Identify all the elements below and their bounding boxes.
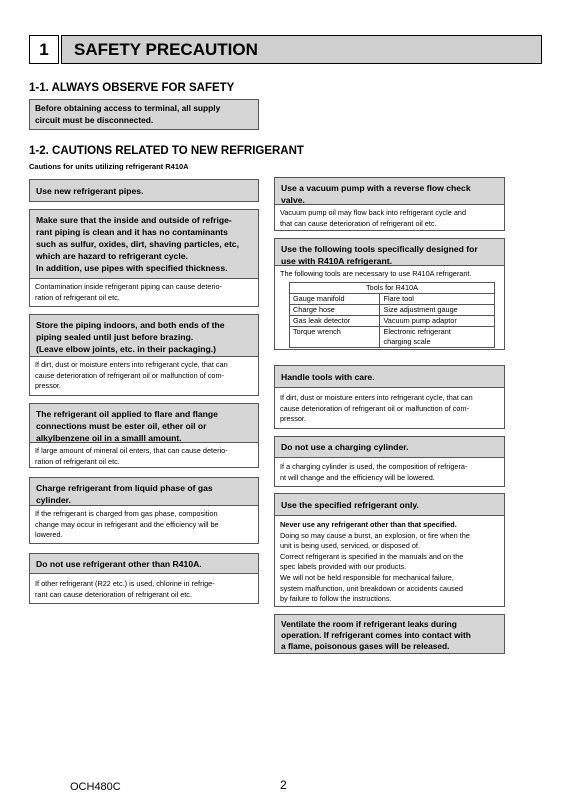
caution-body: Contamination inside refrigerant piping can cause deterio- ration of refrigerant oil etc.: [35, 282, 222, 302]
caution-vacuum-pump: [274, 177, 505, 231]
caution-body: If dirt, dust or moisture enters into refrigerant cycle, that can cause deterioration of refrigerant oil or malfunction of com- pressor.: [35, 360, 228, 391]
caution-body: If a charging cylinder is used, the composition of refrigera- nt will change and the efficiency will be lowered.: [280, 462, 468, 482]
caution-title: Handle tools with care.: [275, 366, 504, 388]
table-row: [290, 326, 495, 347]
caution-ventilate-room: Ventilate the room if refrigerant leaks during operation. If refrigerant comes into contact with a flame, poisonous gases will be released.: [274, 614, 505, 654]
caution-title: Charge refrigerant from liquid phase of gas cylinder.: [30, 478, 258, 506]
table-cell: Vacuum pump adaptor: [380, 315, 495, 326]
tools-table: [289, 282, 495, 348]
caution-title: Store the piping indoors, and both ends of the piping sealed until just before brazing. (Leave elbow joints, etc. in their packaging.): [30, 315, 258, 357]
table-row: [290, 315, 495, 326]
table-cell: Flare tool: [380, 293, 495, 304]
caution-r410a-tools: [274, 238, 505, 350]
caution-r410a-only: [29, 553, 259, 604]
caution-body-bold: Never use any refrigerant other than that specified.: [280, 520, 457, 529]
heading-new-refrigerant: 1-2. CAUTIONS RELATED TO NEW REFRIGERANT: [29, 145, 304, 157]
caution-title: Use the following tools specifically designed for use with R410A refrigerant.: [275, 239, 504, 266]
caution-specified-refrigerant: [274, 493, 505, 607]
table-row: [290, 293, 495, 304]
section-title: SAFETY PRECAUTION: [61, 35, 542, 64]
caution-title: Make sure that the inside and outside of refrige- rant piping is clean and it has no contaminants such as sulfur, oxides, dirt, shaving particles, etc, which are hazard to refrigerant cycle. In addition, use pipes with specified thickness.: [30, 210, 258, 279]
caution-title: Do not use a charging cylinder.: [275, 437, 504, 458]
supply-circuit-note: Before obtaining access to terminal, all supply circuit must be disconnected.: [29, 99, 259, 130]
table-row: [290, 304, 495, 315]
caution-liquid-phase: [29, 477, 259, 544]
caution-refrigerant-oil: [29, 403, 259, 468]
table-cell: Torque wrench: [290, 326, 380, 347]
caution-title: The refrigerant oil applied to flare and flange connections must be ester oil, ether oil or alkylbenzene oil in a smalll amount.: [30, 404, 258, 443]
page-number: 2: [280, 778, 287, 792]
caution-body: If large amount of mineral oil enters, that can cause deterio- ration of refrigerant oil etc.: [35, 446, 228, 466]
caution-title: Use the specified refrigerant only.: [275, 494, 504, 516]
caution-handle-tools: [274, 365, 505, 429]
caution-charging-cylinder: [274, 436, 505, 487]
caution-title: Use a vacuum pump with a reverse flow check valve.: [275, 178, 504, 205]
caution-body: Doing so may cause a burst, an explosion, or fire when the unit is being used, serviced, or disposed of. Correct refrigerant is specified in the manuals and on the spec labels provided with our products. We will not be held responsible for mechanical failure, system malfunction, unit breakdown or accidents caused by failure to follow the instructions.: [280, 530, 470, 604]
table-cell: Size adjustment gauge: [380, 304, 495, 315]
caution-new-pipes: Use new refrigerant pipes.: [29, 179, 259, 202]
section-number: 1: [29, 35, 59, 64]
caution-body: If the refrigerant is charged from gas phase, composition change may occur in refrigerant and the efficiency will be lowered.: [35, 509, 219, 540]
tools-table-caption: Tools for R410A: [290, 282, 495, 293]
table-cell: Gas leak detector: [290, 315, 380, 326]
caution-store-piping: [29, 314, 259, 396]
caution-clean-piping: [29, 209, 259, 307]
model-number: OCH480C: [70, 781, 121, 793]
caution-body: If dirt, dust or moisture enters into refrigerant cycle, that can cause deterioration of refrigerant oil or malfunction of com- pressor.: [280, 393, 473, 424]
caution-title: Do not use refrigerant other than R410A.: [30, 554, 258, 574]
caution-body: If other refrigerant (R22 etc.) is used, chlorine in refrige- rant can cause deterioration of refrigerant oil etc.: [35, 579, 215, 599]
subheading-r410a: Cautions for units utilizing refrigerant R410A: [29, 162, 189, 171]
heading-always-observe: 1-1. ALWAYS OBSERVE FOR SAFETY: [29, 82, 235, 94]
table-cell: Charge hose: [290, 304, 380, 315]
caution-body: The following tools are necessary to use R410A refrigerant.: [280, 269, 472, 278]
table-cell: Gauge manifold: [290, 293, 380, 304]
table-cell: Electronic refrigerant charging scale: [380, 326, 495, 347]
caution-body: Vacuum pump oil may flow back into refrigerant cycle and that can cause deterioration of refrigerant oil etc.: [280, 208, 467, 228]
